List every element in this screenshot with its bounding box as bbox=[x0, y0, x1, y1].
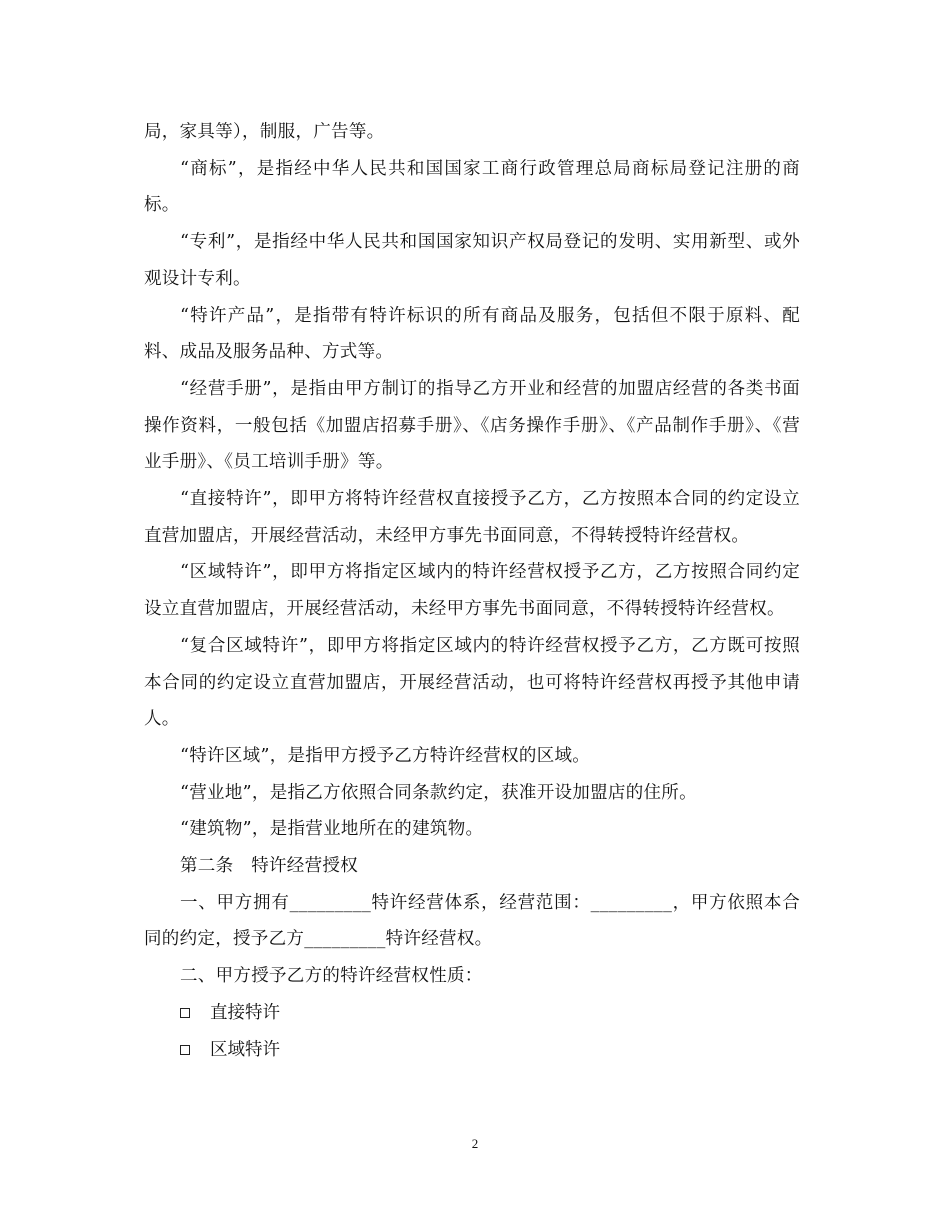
option-label: 区域特许 bbox=[210, 1039, 280, 1060]
paragraph-franchise-product-definition: “特许产品”，是指带有特许标识的所有商品及服务，包括但不限于原料、配料、成品及服务品种、方式等。 bbox=[144, 305, 800, 363]
paragraph-building-definition: “建筑物”，是指营业地所在的建筑物。 bbox=[180, 819, 484, 840]
paragraph-patent-definition: “专利”，是指经中华人民共和国国家知识产权局登记的发明、实用新型、或外观设计专利。 bbox=[144, 232, 800, 289]
paragraph-franchise-nature: 二、甲方授予乙方的特许经营权性质： bbox=[180, 966, 483, 987]
option-direct-franchise[interactable] bbox=[144, 995, 800, 1032]
paragraph-regional-franchise-definition: “区域特许”，即甲方将指定区域内的特许经营权授予乙方，乙方按照合同约定设立直营加盟店，开展经营活动，未经甲方事先书面同意，不得转授特许经营权。 bbox=[144, 562, 800, 620]
paragraph-franchise-area-definition: “特许区域”，是指甲方授予乙方特许经营权的区域。 bbox=[180, 745, 591, 766]
paragraph-franchise-grant: 一、甲方拥有_________特许经营体系，经营范围：_________，甲方依照本合同的约定，授予乙方_________特许经营权。 bbox=[144, 892, 800, 950]
checkbox-icon[interactable] bbox=[180, 1045, 190, 1055]
paragraph-operations-manual-definition: “经营手册”，是指由甲方制订的指导乙方开业和经营的加盟店经营的各类书面操作资料，一般包括《加盟店招募手册》、《店务操作手册》、《产品制作手册》、《营业手册》、《员工培训手册》等。 bbox=[144, 378, 800, 473]
paragraph-composite-regional-franchise-definition: “复合区域特许”，即甲方将指定区域内的特许经营权授予乙方，乙方既可按照本合同的约定设立直营加盟店，开展经营活动，也可将特许经营权再授予其他申请人。 bbox=[144, 635, 800, 730]
page-number: 2 bbox=[471, 1136, 479, 1151]
option-regional-franchise[interactable] bbox=[144, 1032, 800, 1069]
article-two-heading: 第二条 特许经营授权 bbox=[180, 856, 358, 877]
paragraph-trademark-definition: “商标”，是指经中华人民共和国国家工商行政管理总局商标局登记注册的商标。 bbox=[144, 158, 800, 216]
paragraph-direct-franchise-definition: “直接特许”，即甲方将特许经营权直接授予乙方，乙方按照本合同的约定设立直营加盟店，开展经营活动，未经甲方事先书面同意，不得转授特许经营权。 bbox=[144, 489, 800, 546]
option-label: 直接特许 bbox=[210, 1002, 280, 1023]
paragraph-business-premises-definition: “营业地”，是指乙方依照合同条款约定，获准开设加盟店的住所。 bbox=[180, 782, 697, 803]
checkbox-icon[interactable] bbox=[180, 1008, 190, 1018]
paragraph-continuation: 局，家具等），制服，广告等。 bbox=[144, 122, 385, 142]
document-body bbox=[144, 114, 800, 1068]
